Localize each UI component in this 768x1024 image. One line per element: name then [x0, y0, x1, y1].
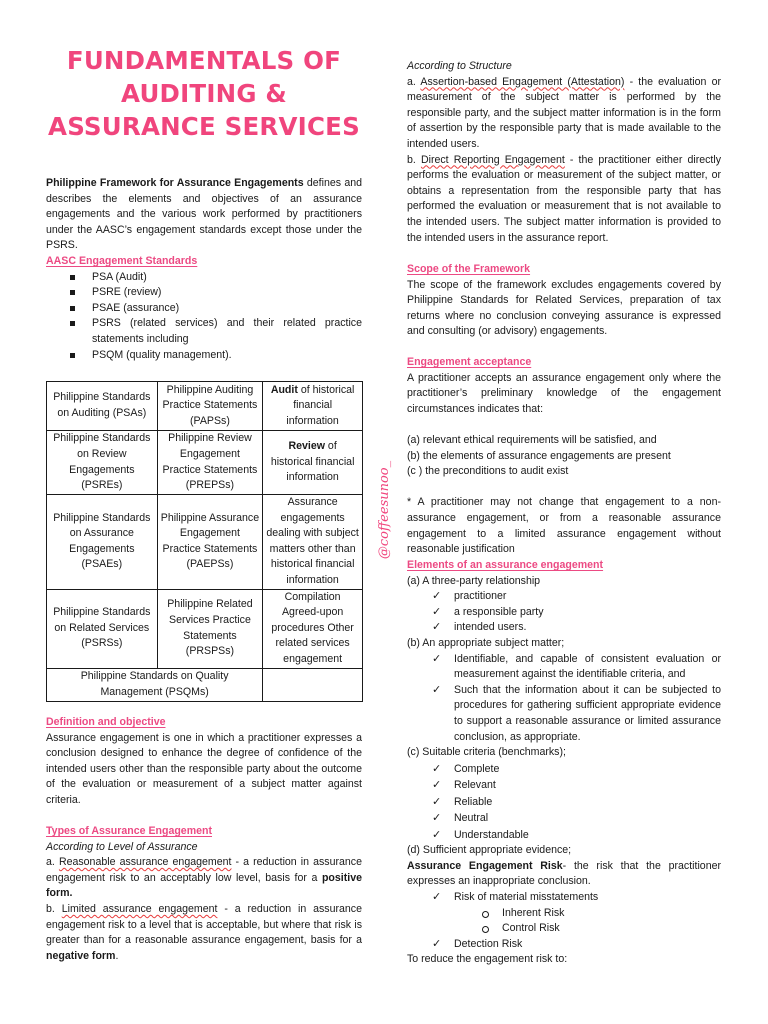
list-item: PSA (Audit)	[46, 270, 362, 286]
page-title: FUNDAMENTALS OF AUDITING & ASSURANCE SERVICES	[48, 46, 360, 141]
list-item: ✓ Understandable	[407, 827, 721, 844]
risk-list	[407, 890, 721, 906]
definition-section	[46, 715, 362, 809]
list-item: Inherent Risk	[407, 906, 721, 922]
table-cell: Philippine Standards on Review Engagements (PSREs)	[47, 431, 158, 495]
elements-section	[407, 558, 721, 968]
standards-table	[46, 381, 363, 702]
table-row	[47, 668, 363, 701]
check-icon: ✓	[432, 779, 442, 792]
table-cell: Philippine Standards on Quality Management (PSQMs)	[47, 668, 263, 701]
acceptance-section	[407, 355, 721, 558]
element-b: (b) An appropriate subject matter;	[407, 636, 565, 649]
list-item: ✓ Reliable	[407, 794, 721, 811]
acceptance-item: (b) the elements of assurance engagements are present	[407, 449, 671, 462]
structure-section	[407, 59, 721, 246]
table-cell: Assurance engagements dealing with subject matters other than historical financial information	[263, 495, 363, 590]
table-row	[47, 431, 363, 495]
list-item: ✓ Complete	[407, 761, 721, 778]
risk-sublist	[407, 906, 721, 937]
aasc-section	[46, 254, 362, 363]
element-b-list	[407, 652, 721, 746]
type-b: b. Limited assurance engagement - a reduction in assurance engagement risk to a level that is acceptable, but where that risk is greater than for a reasonable assurance engagement, basis for a negative form.	[46, 902, 362, 962]
list-item: ✓ Relevant	[407, 777, 721, 794]
element-c: (c) Suitable criteria (benchmarks);	[407, 746, 566, 759]
check-icon: ✓	[432, 937, 442, 950]
aasc-list	[46, 270, 362, 364]
watermark: @coffeesunoo_	[377, 460, 393, 560]
structure-b: b. Direct Reporting Engagement - the practitioner either directly performs the evaluation or measurement of the subject matter, or obtains a representation from the responsible party that has performed the evaluation or measurement that is not available to the intended users. The subject matter information is provided to the intended users in the assurance report.	[407, 153, 722, 244]
list-item: ✓ practitioner	[407, 589, 721, 605]
types-section	[46, 824, 362, 964]
list-item: ✓ Neutral	[407, 810, 721, 827]
table-cell: Compilation Agreed-upon procedures Other related services engagement	[263, 589, 363, 668]
acceptance-item: (c ) the preconditions to audit exist	[407, 465, 569, 478]
risk-definition: Assurance Engagement Risk- the risk that the practitioner expresses an inappropriate conclusion.	[407, 859, 722, 888]
check-icon: ✓	[432, 621, 442, 634]
check-icon: ✓	[432, 762, 442, 775]
structure-a: a. Assertion-based Engagement (Attestation) - the evaluation or measurement of the subject matter is performed by the responsible party, and the subject matter information is in the form of assertion by the responsible party that is made available to the intended users.	[407, 75, 721, 150]
check-icon: ✓	[432, 683, 442, 696]
check-icon: ✓	[432, 795, 442, 808]
table-cell: Philippine Standards on Related Services (PSRSs)	[47, 589, 158, 668]
scope-heading: Scope of the Framework	[407, 263, 531, 275]
list-item: PSRE (review)	[46, 285, 362, 301]
scope-text: The scope of the framework excludes engagements covered by Philippine Standards for Related Services, preparation of tax returns where no conclusion conveying assurance is expressed and consulting (or advisory) engagements.	[407, 278, 721, 338]
list-item: PSRS (related services) and their related practice statements including	[46, 316, 362, 347]
table-cell	[263, 668, 363, 701]
list-item: ✓ Detection Risk	[407, 937, 721, 953]
acceptance-text: A practitioner accepts an assurance engagement only where the practitioner’s preliminary knowledge of the engagement circumstances indicates that:	[407, 371, 721, 415]
aasc-heading: AASC Engagement Standards	[46, 255, 198, 267]
list-item: ✓ intended users.	[407, 620, 721, 636]
element-a-list	[407, 589, 721, 636]
list-item: Control Risk	[407, 921, 721, 937]
check-icon: ✓	[432, 605, 442, 618]
definition-text: Assurance engagement is one in which a practitioner expresses a conclusion designed to enhance the degree of confidence of the intended users other than the responsible party about the outcome of the evaluation or measurement of a subject matter against criteria.	[46, 731, 362, 806]
table-cell: Philippine Standards on Auditing (PSAs)	[47, 382, 158, 431]
types-subheading: According to Level of Assurance	[46, 840, 198, 853]
check-icon: ✓	[432, 652, 442, 665]
check-icon: ✓	[432, 891, 442, 903]
scope-section	[407, 262, 721, 340]
table-cell: Philippine Assurance Engagement Practice Statements (PAEPSs)	[157, 495, 263, 590]
table-cell: Review of historical financial information	[263, 431, 363, 495]
risk-list-2	[407, 937, 721, 953]
table-row	[47, 382, 363, 431]
definition-heading: Definition and objective	[46, 716, 166, 728]
list-item: PSQM (quality management).	[46, 348, 362, 364]
table-row	[47, 589, 363, 668]
intro-text: defines and describes the elements and objectives of an assurance engagements and the various work performed by practitioners under the AASC’s engagement standards except those under the PSRS.	[46, 177, 362, 252]
element-a: (a) A three-party relationship	[407, 574, 541, 587]
list-item: ✓ a responsible party	[407, 605, 721, 621]
check-icon: ✓	[432, 590, 442, 603]
list-item: ✓ Such that the information about it can be subjected to procedures for gathering sufficient appropriate evidence to support a reasonable assurance or limited assurance conclusion, as appropriate.	[432, 683, 721, 743]
list-item: ✓ Identifiable, and capable of consistent evaluation or measurement against the identifiable criteria, and	[432, 652, 721, 681]
acceptance-heading: Engagement acceptance	[407, 356, 532, 368]
table-cell: Audit of historical financial information	[263, 382, 363, 431]
intro-paragraph	[46, 176, 362, 254]
reduce-text: To reduce the engagement risk to:	[407, 953, 568, 966]
intro-term: Philippine Framework for Assurance Engagements	[46, 177, 304, 189]
types-heading: Types of Assurance Engagement	[46, 825, 213, 837]
table-cell: Philippine Auditing Practice Statements (PAPSs)	[157, 382, 263, 431]
table-row	[47, 495, 363, 590]
list-item: PSAE (assurance)	[46, 301, 362, 317]
list-item: ✓ Risk of material misstatements	[407, 890, 721, 906]
structure-subheading: According to Structure	[407, 60, 512, 72]
table-cell: Philippine Standards on Assurance Engagements (PSAEs)	[47, 495, 158, 590]
acceptance-item: (a) relevant ethical requirements will be satisfied, and	[407, 433, 657, 446]
element-d: (d) Sufficient appropriate evidence;	[407, 844, 572, 857]
check-icon: ✓	[432, 828, 442, 841]
table-cell: Philippine Related Services Practice Statements (PRSPSs)	[157, 589, 263, 668]
elements-heading: Elements of an assurance engagement	[407, 559, 604, 571]
acceptance-note: * A practitioner may not change that engagement to a non-assurance engagement, or from a reasonable assurance engagement to a limited assurance engagement without reasonable justification	[407, 496, 721, 556]
type-a: a. Reasonable assurance engagement - a reduction in assurance engagement risk to an acceptably low level, basis for a positive form.	[46, 856, 362, 900]
table-cell: Philippine Review Engagement Practice Statements (PREPSs)	[157, 431, 263, 495]
element-c-list	[407, 761, 721, 844]
check-icon: ✓	[432, 812, 442, 825]
